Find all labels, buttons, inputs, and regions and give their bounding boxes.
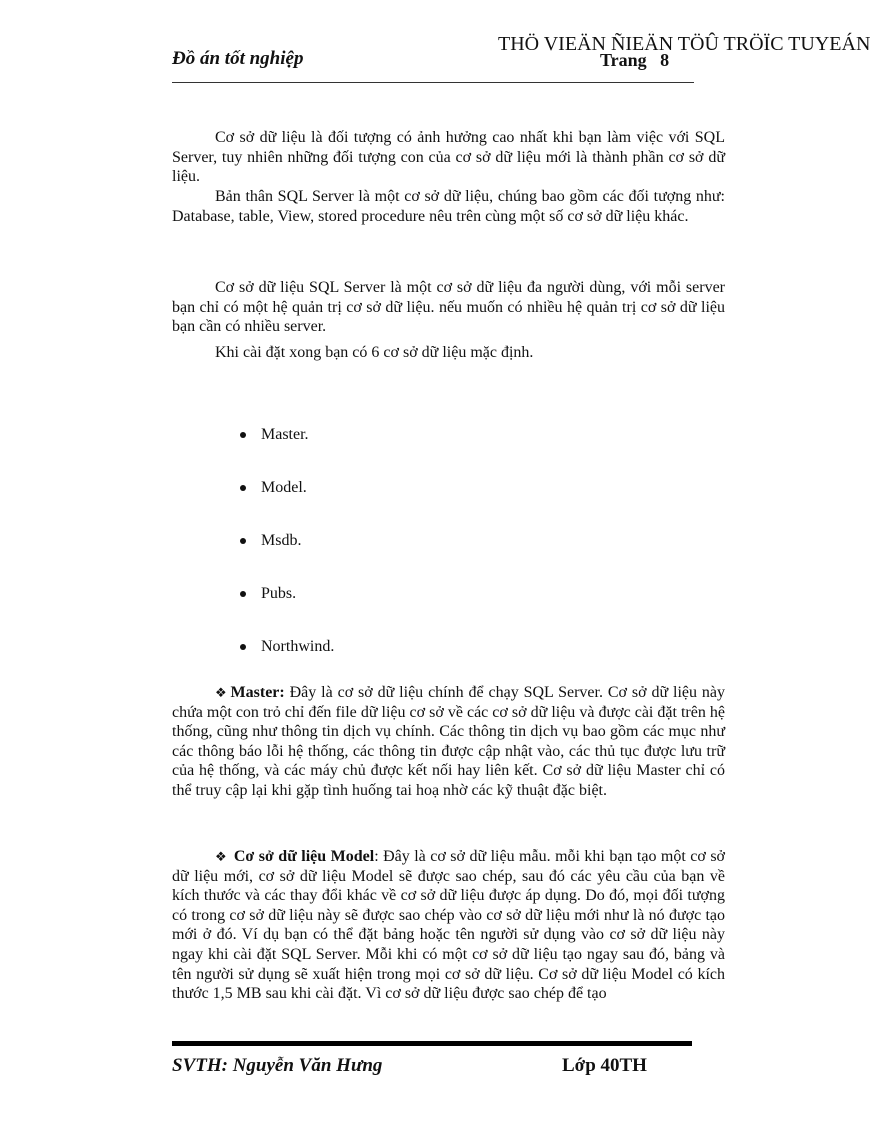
list-item-text: Model.: [261, 479, 307, 496]
section-text: Đây là cơ sở dữ liệu chính để chạy SQL Server. Cơ sở dữ liệu này chứa một con trỏ chỉ đến file dữ liệu cơ sở về các cơ sở dữ liệu và được cài đặt trên hệ thống, cũng như thông tin dịch vụ chính. Các thông tin dịch vụ bao gồm các mục như các thông báo lỗi hệ thống, các thông tin được cập nhật vào, các thủ tục được lưu trữ của hệ thống, và các máy chủ được kết nối hay liên kết. Cơ sở dữ liệu Master chỉ có thể truy cập lại khi gặp tình huống tai hoạ nhờ các kỹ thuật đặc biệt.: [172, 684, 726, 799]
list-item-text: Master.: [261, 426, 309, 443]
paragraph: Cơ sở dữ liệu là đối tượng có ảnh hưởng cao nhất khi bạn làm việc với SQL Server, tuy nhiên những đối tượng con của cơ sở dữ liệu mới là thành phần cơ sở dữ liệu.: [172, 129, 725, 186]
paragraph: Cơ sở dữ liệu SQL Server là một cơ sở dữ liệu đa người dùng, với mỗi server bạn chỉ có một hệ quản trị cơ sở dữ liệu. nếu muốn có nhiều hệ quản trị cơ sở dữ liệu bạn cần có nhiều server.: [172, 279, 725, 336]
bullet-icon: [240, 485, 246, 491]
section-term: Master:: [230, 684, 285, 701]
list-item-text: Msdb.: [261, 532, 302, 549]
list-item: [240, 638, 334, 656]
list-item-text: Northwind.: [261, 638, 335, 655]
section-master: [172, 683, 725, 801]
list-item-text: Pubs.: [261, 585, 297, 602]
list-item: [240, 426, 309, 444]
list-item: [240, 585, 296, 603]
diamond-bullet-icon: ❖: [215, 685, 228, 700]
bullet-icon: [240, 591, 246, 597]
paragraph: Bản thân SQL Server là một cơ sở dữ liệu, chúng bao gồm các đối tượng như: Database, table, View, stored procedure nêu trên cùng một số cơ sở dữ liệu khác.: [172, 188, 725, 225]
section-text: : Đây là cơ sở dữ liệu mẫu. mỗi khi bạn tạo một cơ sở dữ liệu mới, cơ sở dữ liệu Model sẽ được sao chép, sau đó các yêu cầu của bạn về kích thước và các thay đổi khác về cơ sở dữ liệu được áp dụng. Do đó, mọi đối tượng có trong cơ sở dữ liệu này sẽ được sao chép vào cơ sở dữ liệu mới như là nó được tạo mới ở đó. Ví dụ bạn có thể đặt bảng hoặc tên người sử dụng vào cơ sở dữ liệu này ngay khi cài đặt SQL Server. Mỗi khi có một cơ sở dữ liệu tạo ngay sau đó, bảng và tên người sử dụng sẽ xuất hiện trong mọi cơ sở dữ liệu. Cơ sở dữ liệu Model có kích thước 1,5 MB sau khi cài đặt. Vì cơ sở dữ liệu được sao chép để tạo: [172, 848, 726, 1003]
header-page-number: Trang 8: [600, 50, 670, 70]
footer-class: Lớp 40TH: [562, 1055, 647, 1076]
bullet-icon: [240, 538, 246, 544]
footer-divider: [172, 1041, 692, 1046]
diamond-bullet-icon: ❖: [215, 849, 231, 864]
list-item: [240, 479, 307, 497]
bullet-icon: [240, 432, 246, 438]
header-title: Đồ án tốt nghiệp: [172, 48, 304, 69]
list-item: [240, 532, 301, 550]
paragraph: Khi cài đặt xong bạn có 6 cơ sở dữ liệu mặc định.: [215, 344, 534, 361]
header-divider: [172, 82, 694, 83]
section-term: Cơ sở dữ liệu Model: [233, 848, 375, 865]
bullet-icon: [240, 644, 246, 650]
footer-student: SVTH: Nguyễn Văn Hưng: [172, 1055, 383, 1076]
section-model: [172, 847, 725, 1004]
header-library-banner: THÖ VIEÄN ÑIEÄN TÖÛ TRÖÏC TUYEÁN: [498, 33, 870, 55]
